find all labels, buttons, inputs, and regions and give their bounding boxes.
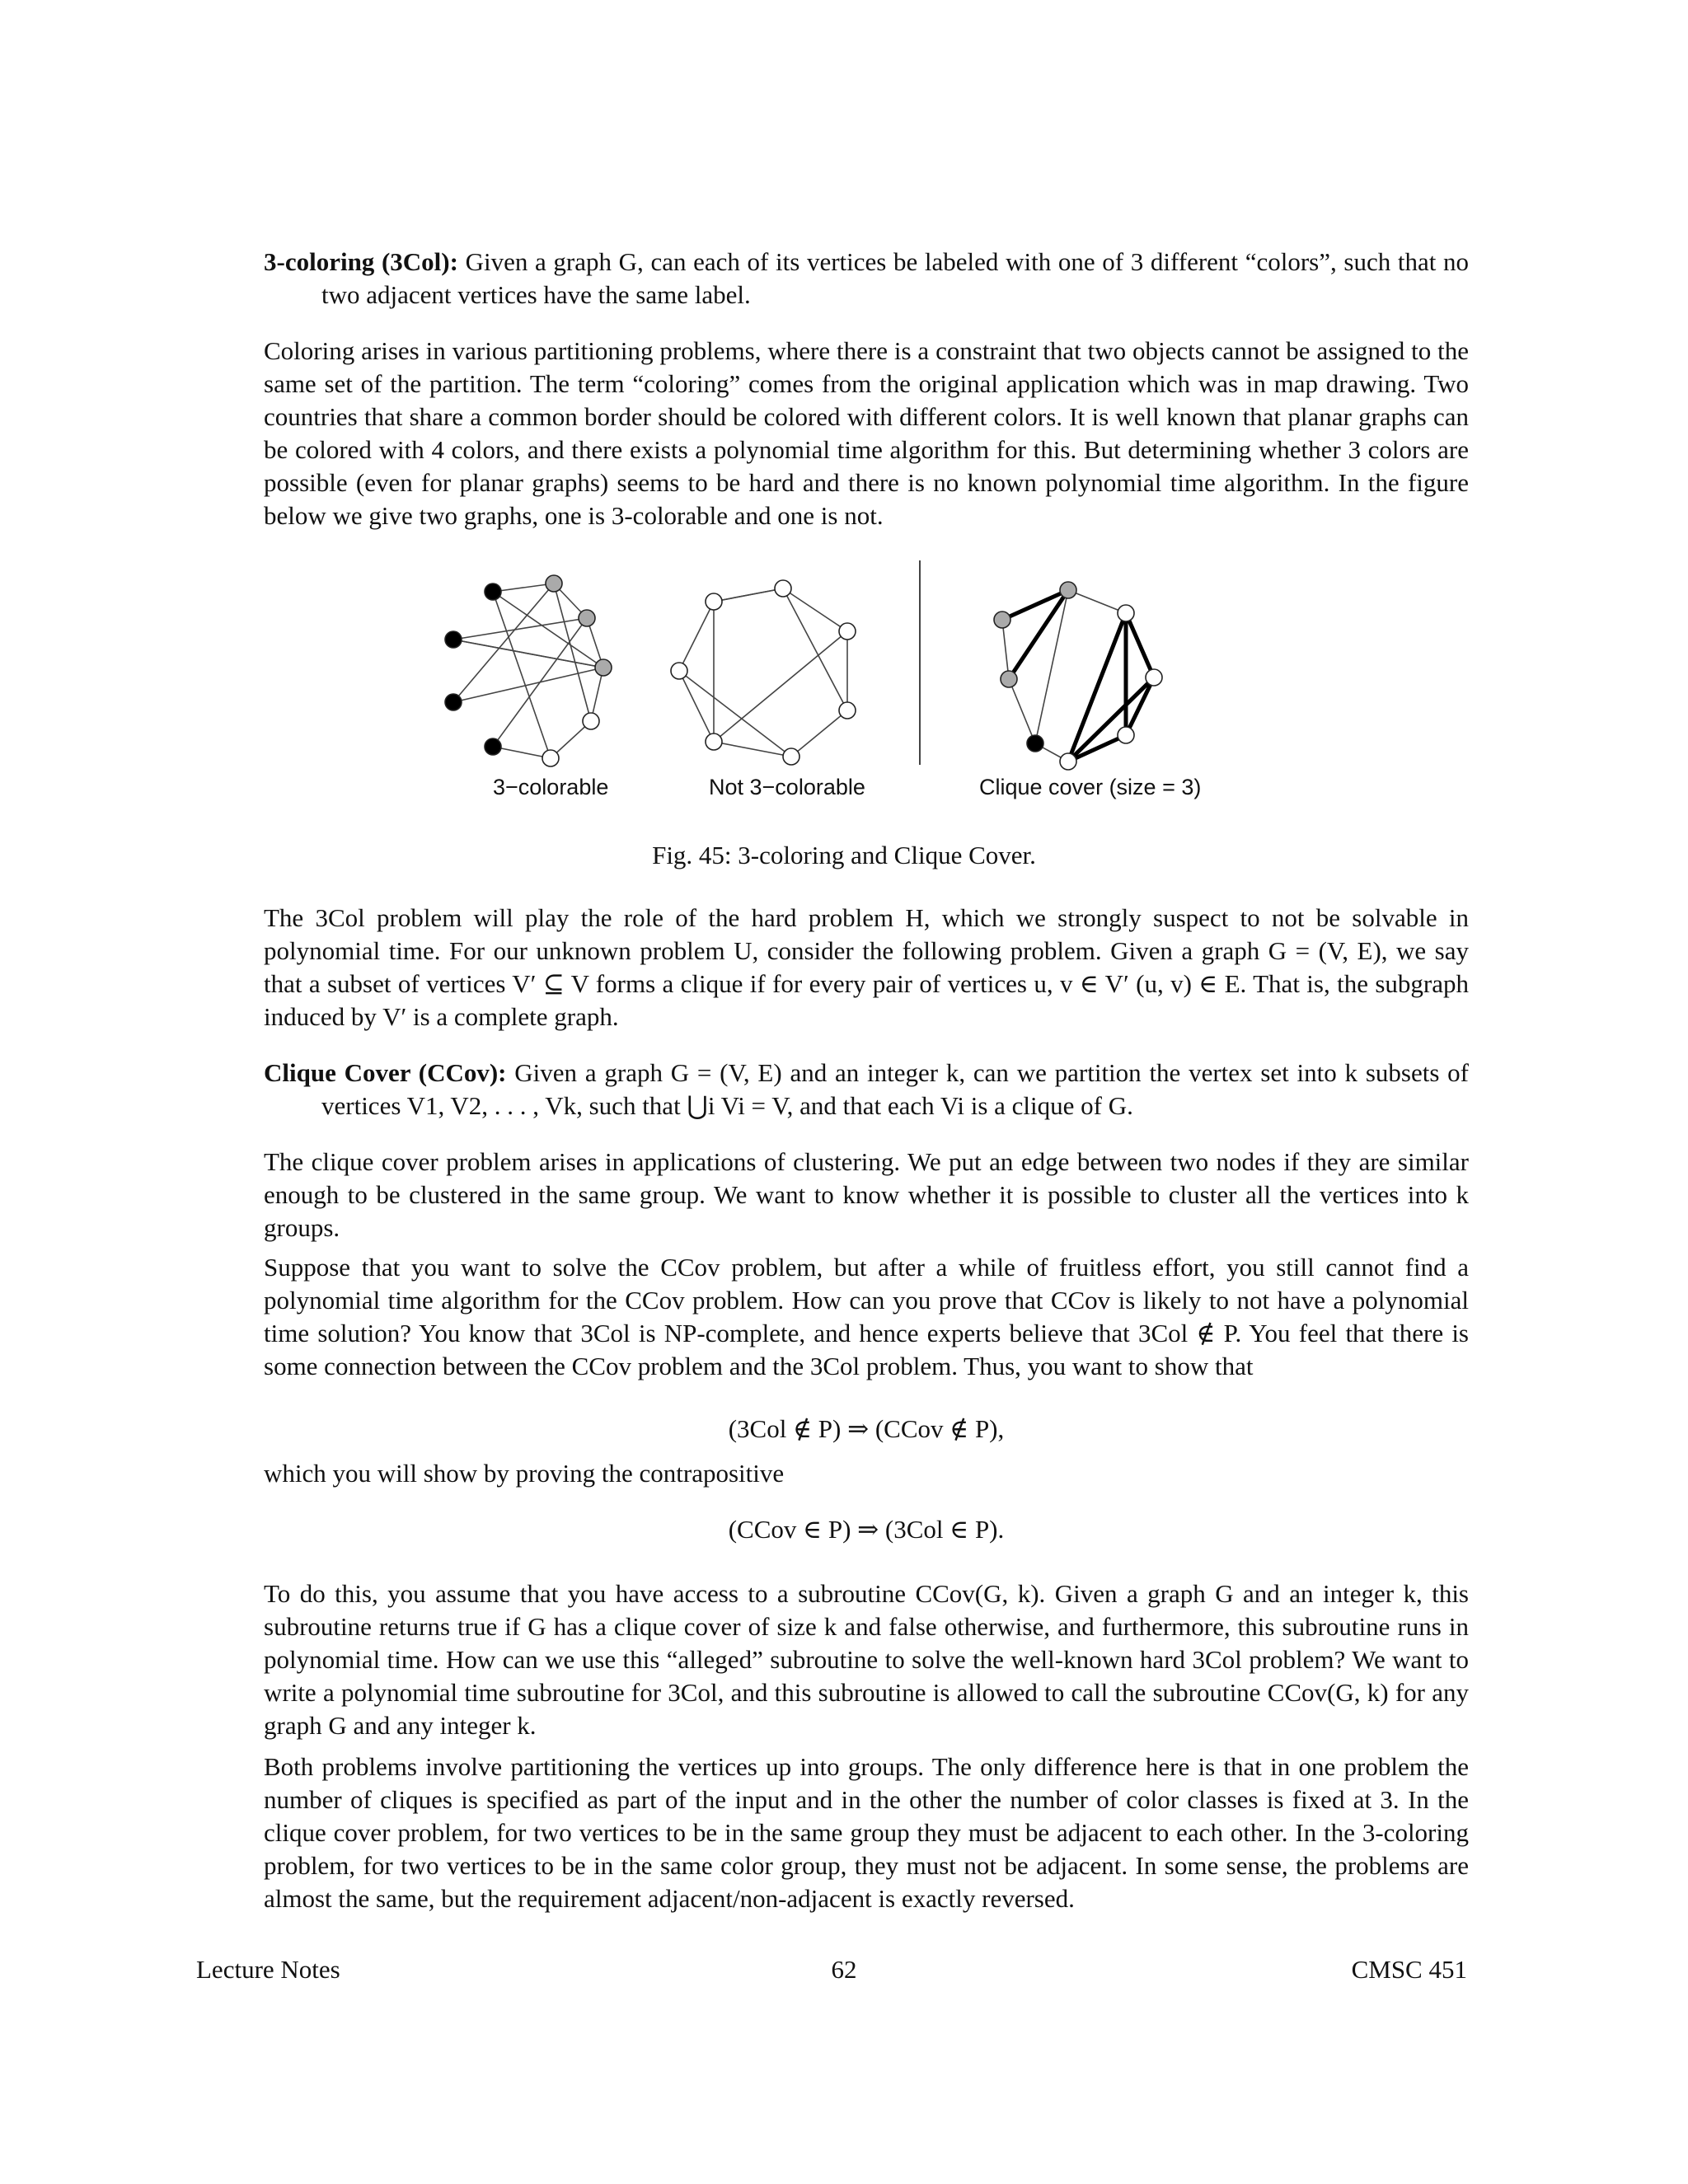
para-suppose-text: Suppose that you want to solve the CCov problem, but after a while of fruitless effort, you still cannot find a polynomial time algorithm for the CCov problem. How can you prove that CCov is likely to not have a polynomial time solution? You know that 3Col is NP-complete, and hence experts believe that 3Col ∉ P. You feel that there is some connection between the CCov problem and the 3Col problem. Thus, you want to show that [264, 1253, 1469, 1380]
def-ccov-text: Given a graph G = (V, E) and an integer k, can we partition the vertex set into k subsets of vertices V1, V2, . . . , Vk, such that ⋃i Vi = V, and that each Vi is a clique of G. [321, 1058, 1469, 1120]
def-3col-term: 3-coloring (3Col): [264, 247, 458, 276]
graph-3-colorable [453, 583, 603, 758]
vertex [542, 750, 559, 766]
def-ccov-term: Clique Cover (CCov): [264, 1058, 507, 1087]
vertex [445, 631, 462, 648]
vertex [579, 610, 595, 626]
para-both [264, 1750, 1469, 1915]
vertex [1118, 605, 1134, 621]
footer-page-number: 62 [831, 1955, 857, 1984]
para-todo [264, 1577, 1469, 1742]
vertex [839, 702, 856, 719]
para-hard-text: The 3Col problem will play the role of the hard problem H, which we strongly suspect to not be solvable in polynomial time. For our unknown problem U, consider the following problem. Given a graph G = (V, E), we say that a subset of vertices V′ ⊆ V forms a clique if for every pair of vertices u, v ∈ V′ (u, v) ∈ E. That is, the subgraph induced by V′ is a complete graph. [264, 903, 1469, 1031]
vertex [583, 713, 599, 729]
equation-1: (3Col ∉ P) ⇒ (CCov ∉ P), [728, 1414, 1005, 1443]
vertex [1060, 753, 1076, 770]
para-both-text: Both problems involve partitioning the vertices up into groups. The only difference here is that in one problem the number of cliques is specified as part of the input and in the other the number of color classes is fixed at 3. In the clique cover problem, for two vertices to be in the same group they must be adjacent to each other. In the 3-coloring problem, for two vertices to be in the same color group, they must not be adjacent. In some sense, the problems are almost the same, but the requirement adjacent/non-adjacent is exactly reversed. [264, 1752, 1469, 1913]
graph-not-3-colorable [679, 588, 847, 757]
vertex [783, 748, 799, 765]
figure-label-left: 3−colorable [493, 775, 609, 799]
para-cluster [264, 1146, 1469, 1244]
vertex [706, 593, 722, 610]
vertex [445, 694, 462, 710]
vertex [546, 575, 562, 592]
footer-left: Lecture Notes [196, 1955, 340, 1984]
vertex [485, 738, 501, 755]
vertex [994, 612, 1010, 628]
vertex [839, 623, 856, 640]
def-3col [264, 246, 1469, 312]
para-cluster-text: The clique cover problem arises in applications of clustering. We put an edge between two nodes if they are similar enough to be clustered in the same group. We want to know whether it is possible to cluster all the vertices into k groups. [264, 1147, 1469, 1242]
vertex [1027, 735, 1043, 752]
line-contrapositive: which you will show by proving the contrapositive [264, 1459, 785, 1488]
vertex [1001, 671, 1017, 687]
para-todo-text: To do this, you assume that you have access to a subroutine CCov(G, k). Given a graph G and an integer k, this subroutine returns true if G has a clique cover of size k and false otherwise, and furthermore, this subroutine runs in polynomial time. How can we use this “alleged” subroutine to solve the well-known hard 3Col problem? We want to write a polynomial time subroutine for 3Col, and this subroutine is allowed to call the subroutine CCov(G, k) for any graph G and any integer k. [264, 1579, 1469, 1740]
vertex [671, 663, 687, 679]
vertex [706, 733, 722, 750]
vertex [1146, 669, 1162, 686]
vertex [1060, 582, 1076, 598]
def-3col-text: Given a graph G, can each of its vertices be labeled with one of 3 different “colors”, such that no two adjacent vertices have the same label. [321, 247, 1469, 309]
para-hard [264, 902, 1469, 1033]
footer-right: CMSC 451 [1351, 1955, 1467, 1984]
figure-caption: Fig. 45: 3-coloring and Clique Cover. [652, 841, 1036, 869]
vertex [485, 583, 501, 600]
figure-label-mid: Not 3−colorable [709, 775, 865, 799]
para-suppose [264, 1251, 1469, 1383]
figure-label-right: Clique cover (size = 3) [979, 775, 1202, 799]
vertex [595, 659, 612, 676]
vertex [775, 580, 791, 597]
vertex [1118, 727, 1134, 743]
para-coloring [264, 335, 1469, 532]
def-ccov [264, 1057, 1469, 1122]
para-coloring-text: Coloring arises in various partitioning problems, where there is a constraint that two objects cannot be assigned to the same set of the partition. The term “coloring” comes from the original application which was in map drawing. Two countries that share a common border should be colored with different colors. It is well known that planar graphs can be colored with 4 colors, and there exists a polynomial time algorithm for this. But determining whether 3 colors are possible (even for planar graphs) seems to be hard and there is no known polynomial time algorithm. In the figure below we give two graphs, one is 3-colorable and one is not. [264, 336, 1469, 530]
equation-2: (CCov ∈ P) ⇒ (3Col ∈ P). [728, 1515, 1005, 1544]
